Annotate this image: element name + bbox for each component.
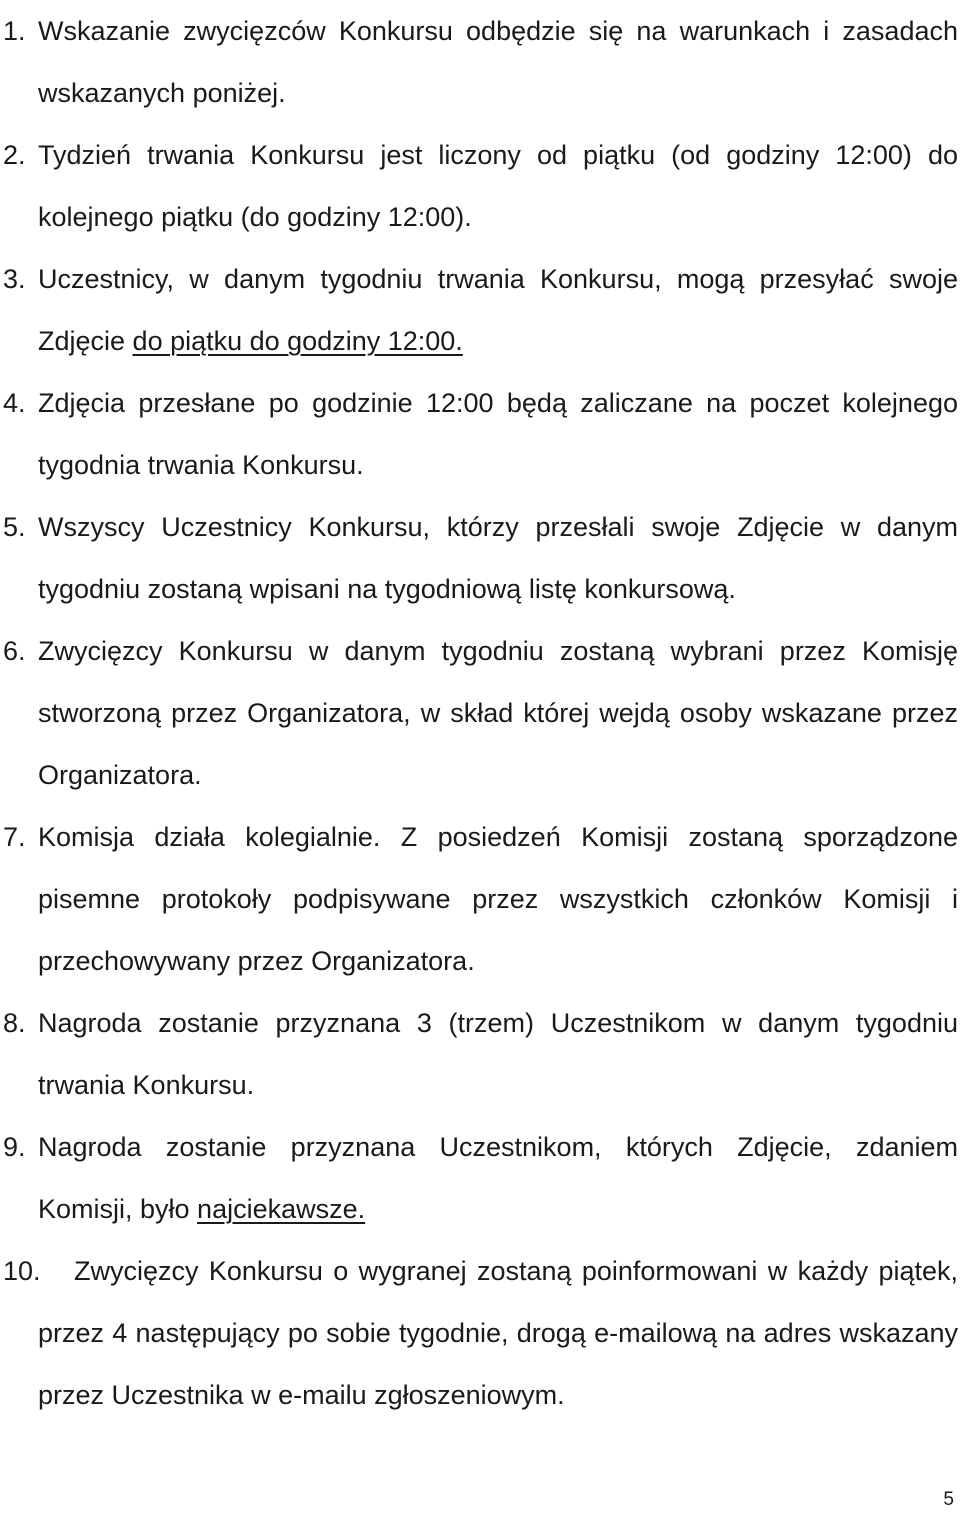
list-number: 3.: [3, 264, 26, 294]
list-text: Zwycięzcy Konkursu w danym tygodniu zostaną wybrani przez Komisję stworzoną przez Organizatora, w skład której wejdą osoby wskazane przez Organizatora.: [38, 636, 958, 790]
list-text: Wskazanie zwycięzców Konkursu odbędzie się na warunkach i zasadach wskazanych poniżej.: [38, 16, 958, 108]
list-number: 5.: [3, 512, 26, 542]
list-number: 7.: [3, 822, 26, 852]
underlined-text: najciekawsze.: [197, 1194, 366, 1224]
list-item-7: [0, 806, 960, 992]
list-text: Zdjęcia przesłane po godzinie 12:00 będą zaliczane na poczet kolejnego tygodnia trwania Konkursu.: [38, 388, 958, 480]
list-text: Tydzień trwania Konkursu jest liczony od piątku (od godziny 12:00) do kolejnego piątku (do godziny 12:00).: [38, 140, 958, 232]
list-text: Wszyscy Uczestnicy Konkursu, którzy przesłali swoje Zdjęcie w danym tygodniu zostaną wpisani na tygodniową listę konkursową.: [38, 512, 958, 604]
list-item-4: [0, 372, 960, 496]
list-text: [0, 248, 960, 372]
list-number: 2.: [3, 140, 26, 170]
list-number: 1.: [3, 16, 26, 46]
list-item-3: [0, 248, 960, 372]
list-text: Nagroda zostanie przyznana 3 (trzem) Uczestnikom w danym tygodniu trwania Konkursu.: [38, 1008, 958, 1100]
list-item-1: [0, 0, 960, 124]
list-text-plain: Nagroda zostanie przyznana Uczestnikom, których Zdjęcie, zdaniem Komisji, było: [38, 1132, 958, 1224]
list-number: 10.: [3, 1256, 41, 1286]
list-text: [0, 1116, 960, 1240]
list-number: 4.: [3, 388, 26, 418]
underlined-text: do piątku do godziny 12:00.: [132, 326, 463, 356]
list-number: 8.: [3, 1008, 26, 1038]
list-text: Zwycięzcy Konkursu o wygranej zostaną poinformowani w każdy piątek, przez 4 następujący po sobie tygodnie, drogą e-mailową na adres wskazany przez Uczestnika w e-mailu zgłoszeniowym.: [38, 1256, 958, 1410]
list-item-8: [0, 992, 960, 1116]
page-number: 5: [943, 1489, 954, 1510]
list-text-plain: Uczestnicy, w danym tygodniu trwania Konkursu, mogą przesyłać swoje Zdjęcie: [38, 264, 958, 356]
list-number: 6.: [3, 636, 26, 666]
list-item-5: [0, 496, 960, 620]
list-text: Komisja działa kolegialnie. Z posiedzeń Komisji zostaną sporządzone pisemne protokoły podpisywane przez wszystkich członków Komisji i przechowywany przez Organizatora.: [38, 822, 958, 976]
list-item-9: [0, 1116, 960, 1240]
list-number: 9.: [3, 1132, 26, 1162]
list-item-10: [0, 1240, 960, 1426]
list-item-6: [0, 620, 960, 806]
list-item-2: [0, 124, 960, 248]
